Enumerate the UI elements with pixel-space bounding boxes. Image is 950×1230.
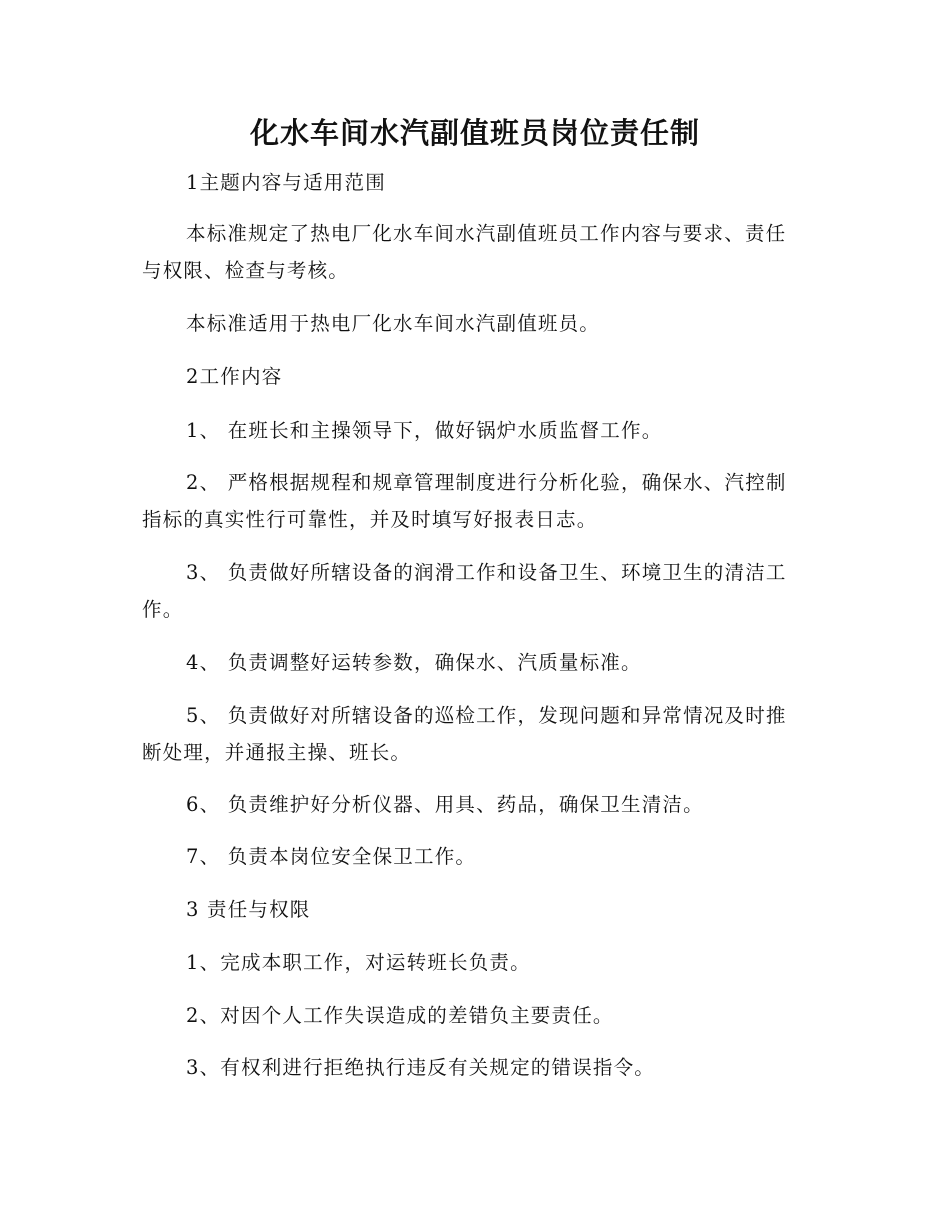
responsibility-item-3: 3、有权利进行拒绝执行违反有关规定的错误指令。 <box>186 1056 656 1079</box>
section-heading-1: 1主题内容与适用范围 <box>186 171 386 194</box>
paragraph-scope-applicability: 本标准适用于热电厂化水车间水汽副值班员。 <box>186 312 601 335</box>
work-item-6: 6、 负责维护好分析仪器、用具、药品，确保卫生清洁。 <box>186 793 704 816</box>
responsibility-item-1: 1、完成本职工作，对运转班长负责。 <box>186 951 531 974</box>
paragraph-scope-definition: 本标准规定了热电厂化水车间水汽副值班员工作内容与要求、责任与权限、检查与考核。 <box>142 222 787 282</box>
work-item-3: 3、 负责做好所辖设备的润滑工作和设备卫生、环境卫生的清洁工作。 <box>142 561 787 621</box>
work-item-1: 1、 在班长和主操领导下，做好锅炉水质监督工作。 <box>186 419 663 442</box>
work-item-2: 2、 严格根据规程和规章管理制度进行分析化验，确保水、汽控制指标的真实性行可靠性，并及时填写好报表日志。 <box>142 471 787 531</box>
work-item-5: 5、 负责做好对所辖设备的巡检工作，发现问题和异常情况及时推断处理，并通报主操、班长。 <box>142 704 787 764</box>
work-item-7: 7、 负责本岗位安全保卫工作。 <box>186 845 477 868</box>
section-heading-2: 2工作内容 <box>186 365 283 388</box>
work-item-4: 4、 负责调整好运转参数，确保水、汽质量标准。 <box>186 651 642 674</box>
section-heading-3: 3 责任与权限 <box>186 898 311 921</box>
responsibility-item-2: 2、对因个人工作失误造成的差错负主要责任。 <box>186 1004 614 1027</box>
document-title: 化水车间水汽副值班员岗位责任制 <box>249 116 700 150</box>
